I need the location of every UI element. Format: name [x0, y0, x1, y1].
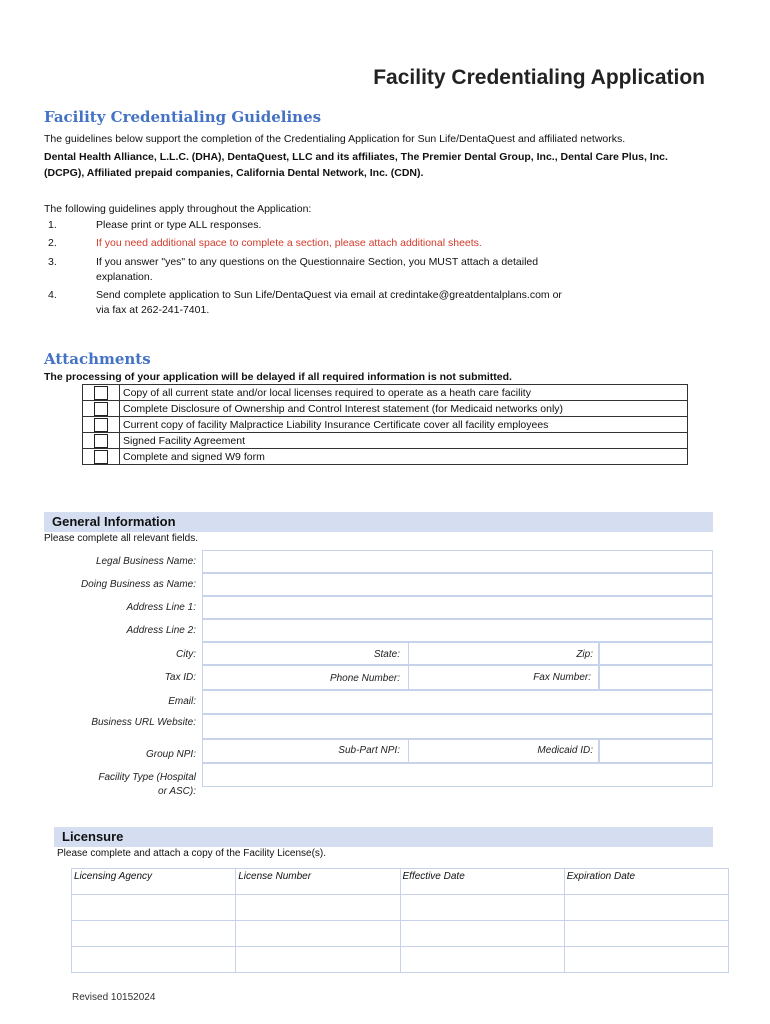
url-label: Business URL Website: — [91, 717, 196, 728]
table-row — [72, 947, 729, 973]
expiration-date-cell[interactable] — [564, 947, 728, 973]
legal-name-label: Legal Business Name: — [95, 556, 196, 567]
guideline-number: 2. — [48, 237, 57, 249]
guidelines-apply-text: The following guidelines apply throughout the Application: — [44, 203, 312, 215]
attachments-heading: Attachments — [44, 350, 151, 368]
email-label: Email: — [168, 696, 196, 707]
attachment-label: Complete and signed W9 form — [120, 449, 688, 465]
dba-field[interactable] — [202, 573, 713, 596]
revision-footer: Revised 10152024 — [72, 992, 156, 1003]
licensure-table — [71, 868, 729, 973]
column-header: License Number — [236, 869, 400, 895]
guideline-item-3: If you answer "yes" to any questions on the Questionnaire Section, you MUST attach a detailed — [96, 256, 539, 268]
effective-date-cell[interactable] — [400, 947, 564, 973]
attachment-label: Copy of all current state and/or local licenses required to operate as a heath care facility — [120, 385, 688, 401]
facility-type-label-cont: or ASC): — [158, 786, 196, 797]
medicaid-id-field[interactable] — [599, 739, 713, 763]
address-line-1-label: Address Line 1: — [126, 602, 196, 613]
checklist-row — [83, 449, 688, 465]
facility-type-label: Facility Type (Hospital — [98, 772, 196, 783]
attachment-label: Current copy of facility Malpractice Liability Insurance Certificate cover all facility employees — [120, 417, 688, 433]
license-number-cell[interactable] — [236, 895, 400, 921]
licensing-agency-cell[interactable] — [72, 947, 236, 973]
general-info-heading: General Information — [44, 512, 713, 532]
state-label: State: — [373, 649, 400, 660]
guideline-item-2: If you need additional space to complete a section, please attach additional sheets. — [96, 237, 482, 249]
attachment-label: Signed Facility Agreement — [120, 433, 688, 449]
guideline-item-3-cont: explanation. — [96, 271, 153, 283]
phone-label: Phone Number: — [329, 673, 400, 684]
guideline-item-1: Please print or type ALL responses. — [96, 219, 262, 231]
zip-field[interactable] — [599, 642, 713, 665]
guidelines-intro: The guidelines below support the completion of the Credentialing Application for Sun Life/DentaQuest and affiliated networks. — [44, 133, 626, 145]
fax-label: Fax Number: — [533, 672, 591, 683]
attachment-checkbox[interactable] — [94, 418, 108, 432]
column-header: Licensing Agency — [72, 869, 236, 895]
legal-name-field[interactable] — [202, 550, 713, 573]
checklist-row — [83, 417, 688, 433]
expiration-date-cell[interactable] — [564, 895, 728, 921]
table-row — [72, 895, 729, 921]
table-row — [72, 921, 729, 947]
city-label: City: — [176, 649, 196, 660]
effective-date-cell[interactable] — [400, 921, 564, 947]
address-line-2-field[interactable] — [202, 619, 713, 642]
expiration-date-cell[interactable] — [564, 921, 728, 947]
column-header: Expiration Date — [564, 869, 728, 895]
license-number-cell[interactable] — [236, 947, 400, 973]
licensing-agency-cell[interactable] — [72, 895, 236, 921]
fax-field[interactable] — [599, 665, 713, 690]
tax-id-label: Tax ID: — [164, 672, 196, 683]
column-header: Effective Date — [400, 869, 564, 895]
address-line-1-field[interactable] — [202, 596, 713, 619]
attachment-label: Complete Disclosure of Ownership and Control Interest statement (for Medicaid networks only) — [120, 401, 688, 417]
dba-label: Doing Business as Name: — [80, 579, 196, 590]
guidelines-heading: Facility Credentialing Guidelines — [44, 108, 322, 126]
guideline-item-4: Send complete application to Sun Life/DentaQuest via email at credintake@greatdentalplans.com or — [96, 289, 562, 301]
guideline-item-4-cont: via fax at 262-241-7401. — [96, 304, 210, 316]
checklist-row — [83, 401, 688, 417]
entities-line-2: (DCPG), Affiliated prepaid companies, California Dental Network, Inc. (CDN). — [44, 167, 424, 179]
address-line-2-label: Address Line 2: — [126, 625, 196, 636]
licensure-heading: Licensure — [54, 827, 713, 847]
guideline-number: 4. — [48, 289, 57, 301]
general-info-instructions: Please complete all relevant fields. — [44, 533, 198, 544]
licensure-instructions: Please complete and attach a copy of the Facility License(s). — [57, 848, 327, 859]
checklist-row — [83, 433, 688, 449]
entities-line-1: Dental Health Alliance, L.L.C. (DHA), DentaQuest, LLC and its affiliates, The Premier Dental Group, Inc., Dental Care Plus, Inc. — [44, 151, 668, 163]
zip-label: Zip: — [576, 649, 593, 660]
group-npi-label: Group NPI: — [145, 749, 196, 760]
medicaid-id-label: Medicaid ID: — [537, 745, 593, 756]
licensing-agency-cell[interactable] — [72, 921, 236, 947]
subpart-npi-label: Sub-Part NPI: — [338, 745, 400, 756]
document-title: Facility Credentialing Application — [373, 66, 705, 89]
attachment-checkbox[interactable] — [94, 402, 108, 416]
guideline-number: 3. — [48, 256, 57, 268]
effective-date-cell[interactable] — [400, 895, 564, 921]
guideline-number: 1. — [48, 219, 57, 231]
attachment-checkbox[interactable] — [94, 434, 108, 448]
email-field[interactable] — [202, 690, 713, 714]
attachments-warning: The processing of your application will be delayed if all required information is not submitted. — [44, 371, 512, 383]
attachment-checkbox[interactable] — [94, 386, 108, 400]
facility-type-field[interactable] — [202, 763, 713, 787]
attachments-checklist — [82, 384, 688, 465]
attachment-checkbox[interactable] — [94, 450, 108, 464]
checklist-row — [83, 385, 688, 401]
url-field[interactable] — [202, 714, 713, 739]
license-number-cell[interactable] — [236, 921, 400, 947]
table-header-row — [72, 869, 729, 895]
